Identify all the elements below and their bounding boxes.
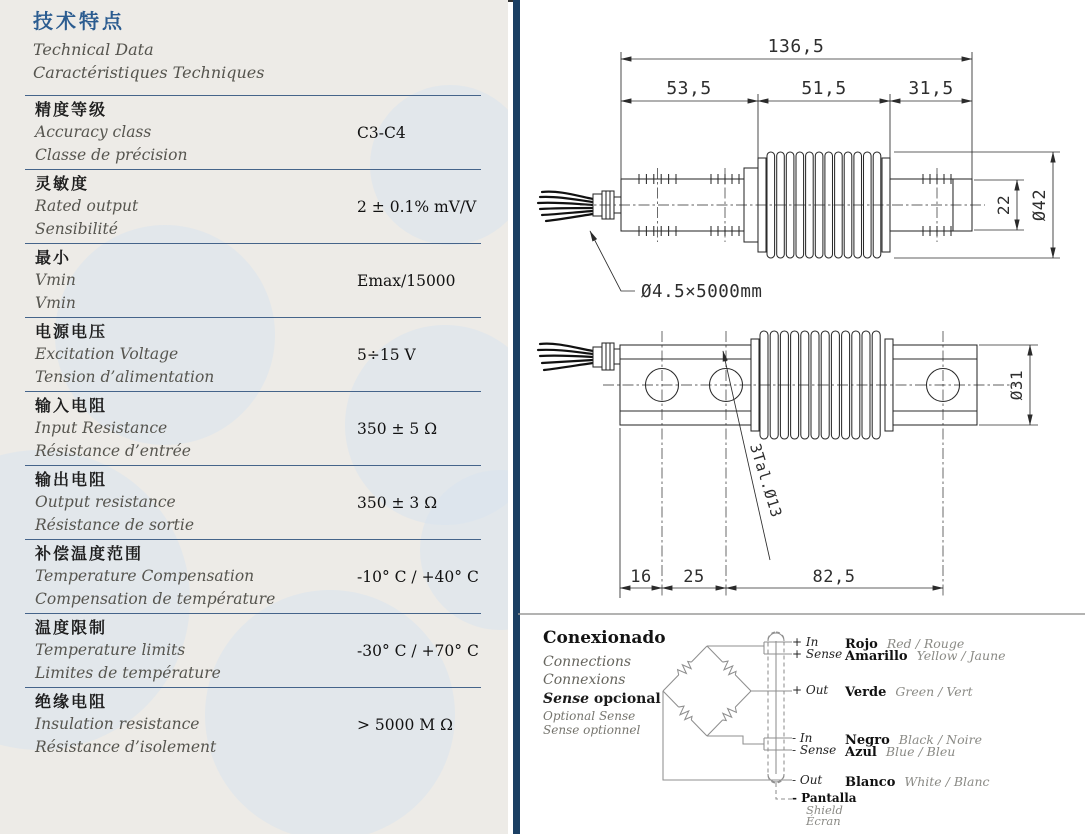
spec-value: -10° C / +40° C [357, 568, 479, 586]
color-name: Rojo [845, 637, 878, 652]
spec-value: 2 ± 0.1% mV/V [357, 198, 477, 216]
spec-label-zh: 最小 [35, 250, 72, 267]
bridge-circuit [663, 632, 794, 799]
pin-shield-en: Shield [806, 803, 843, 817]
spec-label-fr: Vmin [35, 294, 76, 312]
spec-value: C3-C4 [357, 124, 406, 142]
color-translation: White / Blanc [904, 774, 990, 789]
sense-word: Sense [543, 691, 589, 707]
spec-row-excitation [25, 317, 481, 391]
dim-c: 31,5 [908, 78, 954, 99]
dim-31: Ø31 [1007, 369, 1026, 401]
dim-a: 53,5 [666, 78, 712, 99]
spec-label-fr: Classe de précision [35, 146, 188, 164]
cable-dim-label: Ø4.5×5000mm [641, 282, 763, 302]
color-name: Blanco [845, 775, 896, 790]
spec-row-accuracy [25, 95, 481, 169]
dim-b: 51,5 [801, 78, 847, 99]
spec-label-en: Insulation resistance [35, 715, 200, 733]
spec-label-zh: 补偿温度范围 [35, 546, 144, 563]
spec-value: 350 ± 5 Ω [357, 420, 438, 438]
pin-label-minus-sense: - Sense [792, 743, 837, 757]
side-view-drawing [538, 36, 1060, 302]
spec-value: 5÷15 V [357, 346, 416, 364]
spec-label-fr: Tension d’alimentation [35, 368, 215, 386]
page-title-fr: Caractéristiques Techniques [33, 63, 265, 82]
color-translation: Yellow / Jaune [916, 648, 1006, 663]
spec-panel [0, 0, 508, 834]
spec-label-zh: 灵敏度 [35, 176, 90, 193]
dim-total: 136,5 [767, 36, 825, 57]
spec-label-fr: Résistance d’isolement [35, 738, 217, 756]
connections-title: Conexionado [543, 628, 666, 648]
color-translation: Blue / Bleu [885, 744, 956, 759]
spec-row-vmin [25, 243, 481, 317]
wire-color-white [845, 771, 990, 790]
spec-label-en: Temperature Compensation [35, 567, 255, 585]
spec-label-fr: Limites de température [35, 664, 221, 682]
page-title-en: Technical Data [33, 40, 154, 59]
color-name: Azul [845, 745, 877, 760]
spec-label-en: Output resistance [35, 493, 176, 511]
spec-label-zh: 输入电阻 [35, 398, 108, 415]
sense-optional-en: Optional Sense [543, 709, 636, 723]
sense-rest: opcional [589, 691, 661, 707]
spec-row-rated-output [25, 169, 481, 243]
color-name: Amarillo [845, 649, 908, 664]
spec-label-fr: Résistance de sortie [35, 516, 195, 534]
wire-color-blue [845, 741, 955, 760]
cable-gland [538, 343, 621, 370]
spec-label-fr: Compensation de température [35, 590, 276, 608]
connections-sub-en: Connections [543, 654, 632, 670]
page-title: 技术特点 [33, 11, 125, 33]
dim-42: Ø42 [1030, 188, 1050, 222]
spec-value: > 5000 M Ω [357, 716, 453, 734]
sense-optional-label [543, 691, 661, 707]
spec-label-en: Excitation Voltage [35, 345, 179, 363]
color-translation: Red / Rouge [886, 636, 965, 651]
cable-gland [538, 191, 621, 221]
spec-value: -30° C / +70° C [357, 642, 479, 660]
pin-shield-fr: Écran [806, 814, 841, 828]
connections-sub-fr: Connexions [543, 672, 626, 688]
pin-label-plus-out: + Out [792, 683, 829, 697]
color-translation: Green / Vert [895, 684, 973, 699]
spec-value: Emax/15000 [357, 272, 456, 290]
doc-header [33, 5, 264, 84]
pin-label-plus-in: + In [792, 635, 819, 649]
spec-label-en: Input Resistance [35, 419, 168, 437]
spec-label-en: Temperature limits [35, 641, 186, 659]
spec-label-zh: 绝缘电阻 [35, 694, 108, 711]
spec-label-en: Accuracy class [35, 123, 152, 141]
wire-color-yellow [845, 645, 1006, 664]
spec-row-output-resistance [25, 465, 481, 539]
pin-label-minus-in: - In [792, 731, 813, 745]
dim-16: 16 [630, 567, 652, 587]
spec-table [25, 95, 481, 761]
spec-row-input-resistance [25, 391, 481, 465]
sense-optional-fr: Sense optionnel [543, 723, 641, 737]
spec-label-en: Rated output [35, 197, 139, 215]
dim-22: 22 [994, 194, 1013, 216]
spec-label-fr: Sensibilité [35, 220, 118, 238]
spec-label-zh: 输出电阻 [35, 472, 108, 489]
holes-dim-label: 3Tal.Ø13 [746, 441, 786, 520]
color-name: Verde [845, 685, 887, 700]
spec-value: 350 ± 3 Ω [357, 494, 438, 512]
pin-label-plus-sense: + Sense [792, 647, 843, 661]
spec-label-fr: Résistance d’entrée [35, 442, 191, 460]
spec-label-zh: 电源电压 [35, 324, 108, 341]
wire-color-green [845, 681, 973, 700]
spec-row-temp-compensation [25, 539, 481, 613]
spec-label-zh: 温度限制 [35, 620, 108, 637]
top-view-drawing [538, 331, 1038, 598]
spec-row-insulation [25, 687, 481, 761]
color-name: Negro [845, 733, 890, 748]
pin-label-minus-out: - Out [792, 773, 823, 787]
spec-row-temp-limits [25, 613, 481, 687]
color-translation: Black / Noire [898, 732, 982, 747]
spec-label-en: Vmin [35, 271, 76, 289]
pin-label-shield: - Pantalla [792, 791, 857, 805]
spec-label-zh: 精度等级 [35, 102, 108, 119]
dim-82: 82,5 [812, 567, 856, 587]
dim-25: 25 [683, 567, 705, 587]
